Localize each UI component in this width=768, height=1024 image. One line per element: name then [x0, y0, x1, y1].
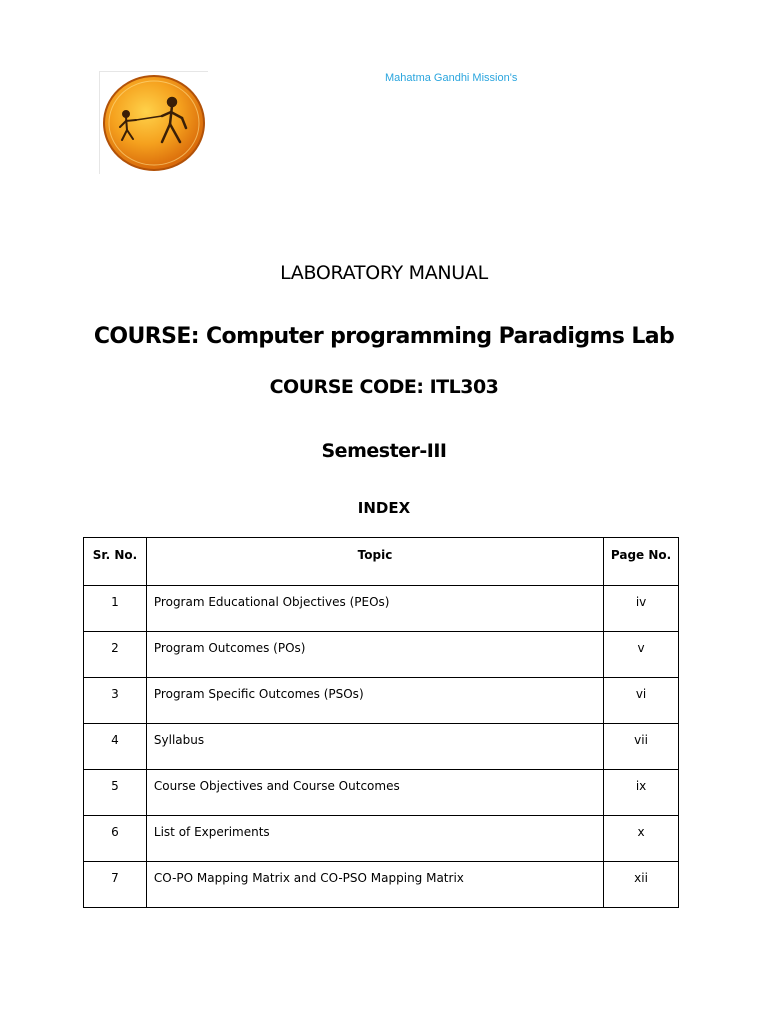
index-heading: INDEX: [357, 499, 411, 517]
header-sr-no: Sr. No.: [84, 538, 147, 586]
manual-title: LABORATORY MANUAL: [280, 262, 488, 284]
row-page-no: x: [604, 816, 679, 862]
row-sr-no: 4: [84, 724, 147, 770]
table-row: [84, 770, 679, 816]
row-topic: CO-PO Mapping Matrix and CO-PSO Mapping Matrix: [146, 862, 603, 908]
table-row: [84, 678, 679, 724]
row-topic: Program Specific Outcomes (PSOs): [146, 678, 603, 724]
row-sr-no: 1: [84, 586, 147, 632]
row-topic: Course Objectives and Course Outcomes: [146, 770, 603, 816]
emblem-icon: [100, 72, 208, 174]
row-sr-no: 3: [84, 678, 147, 724]
row-page-no: vi: [604, 678, 679, 724]
table-row: [84, 724, 679, 770]
index-table: [83, 537, 679, 908]
mgm-emblem-logo: [99, 71, 208, 174]
row-topic: Program Educational Objectives (PEOs): [146, 586, 603, 632]
row-sr-no: 5: [84, 770, 147, 816]
course-title: COURSE: Computer programming Paradigms Lab: [93, 324, 675, 349]
table-row: [84, 862, 679, 908]
course-code: COURSE CODE: ITL303: [269, 376, 499, 398]
row-topic: Program Outcomes (POs): [146, 632, 603, 678]
table-header-row: [84, 538, 679, 586]
header-topic: Topic: [146, 538, 603, 586]
semester: Semester-III: [321, 440, 447, 462]
table-row: [84, 816, 679, 862]
row-sr-no: 2: [84, 632, 147, 678]
row-sr-no: 6: [84, 816, 147, 862]
organization-name: Mahatma Gandhi Mission's: [385, 72, 518, 84]
row-page-no: ix: [604, 770, 679, 816]
row-page-no: xii: [604, 862, 679, 908]
row-page-no: v: [604, 632, 679, 678]
row-topic: List of Experiments: [146, 816, 603, 862]
table-row: [84, 632, 679, 678]
row-page-no: iv: [604, 586, 679, 632]
row-topic: Syllabus: [146, 724, 603, 770]
header-page-no: Page No.: [604, 538, 679, 586]
row-sr-no: 7: [84, 862, 147, 908]
table-row: [84, 586, 679, 632]
row-page-no: vii: [604, 724, 679, 770]
